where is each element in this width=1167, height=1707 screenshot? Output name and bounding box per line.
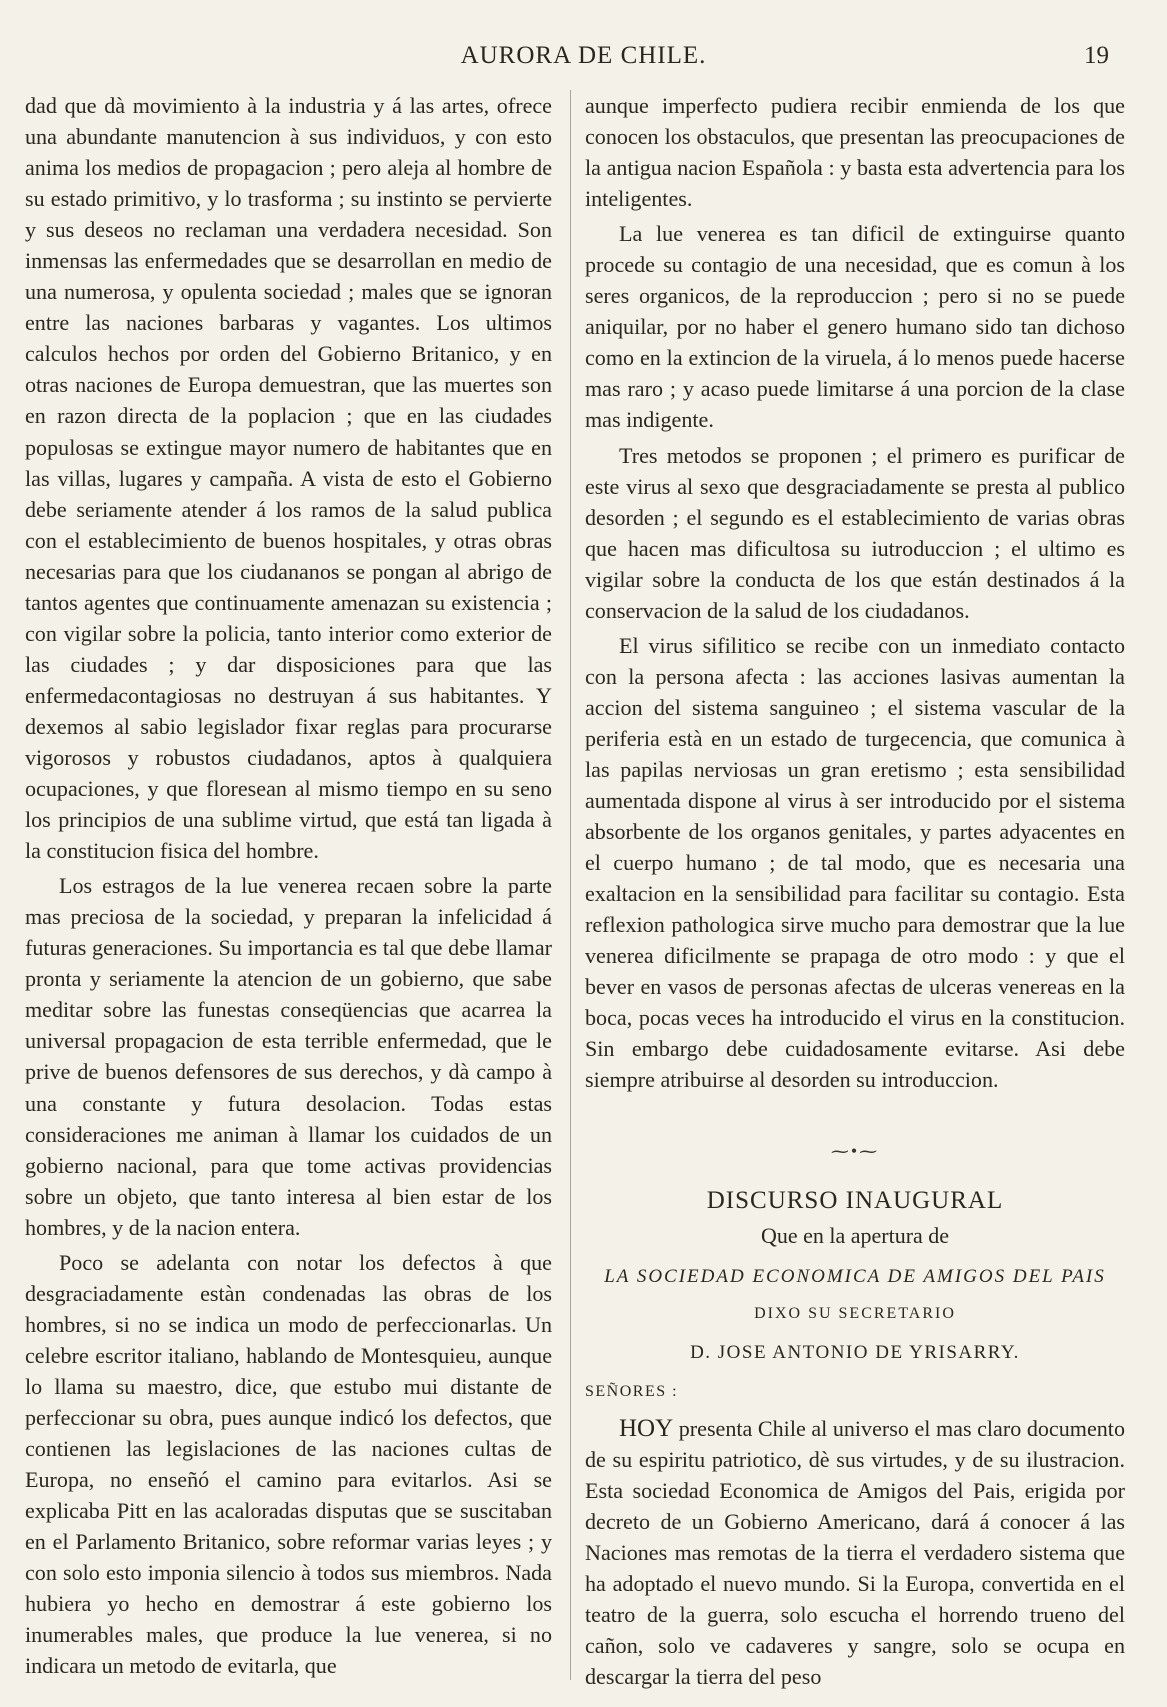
speech-opening-paragraph	[585, 1413, 1125, 1692]
author-name: D. JOSE ANTONIO DE YRISARRY.	[690, 1341, 1020, 1363]
paragraph: La lue venerea es tan dificil de extinguirse quanto procede su contagio de una necesidad, que es comun à los seres organicos, de la reproduccion ; pero si no se puede aniquilar, por no haber el genero humano sido tan dichoso como en la extincion de la viruela, á lo menos puede hacerse mas raro ; y acaso puede limitarse á una porcion de la clase mas indigente.	[585, 221, 1125, 433]
speech-text: presenta Chile al universo el mas claro documento de su espiritu patriotico, dè sus virtudes, y de su ilustracion. Esta sociedad Economica de Amigos del Pais, erigida por decreto de un Gobierno Americano, dará á conocer á las Naciones mas remotas de la tierra el verdadero sistema que ha adoptado el nuevo mundo. Si la Europa, convertida en el teatro de la guerra, solo escucha el horrendo trueno del cañon, solo ve cadaveres y sangre, solo se ocupa en descargar la tierra del peso	[585, 1415, 1125, 1690]
opening-word: HOY	[619, 1414, 674, 1442]
discurso-subtitle: Que en la apertura de	[760, 1222, 950, 1248]
paragraph: aunque imperfecto pudiera recibir enmienda de los que conocen los obstaculos, que presentan las preocupaciones de la antigua nacion Española : y basta esta advertencia para los inteligentes.	[585, 93, 1125, 212]
paragraph: Poco se adelanta con notar los defectos à que desgraciadamente estàn condenadas las obras de los hombres, si no se indica un modo de perfeccionarlas. Un celebre escritor italiano, hablando de Montesquieu, aunque lo llama su maestro, dice, que estubo mui distante de perfeccionar su obra, pues aunque indicó los defectos, que contienen las legislaciones de las naciones cultas de Europa, no enseñó el camino para evitarlos. Asi se explicaba Pitt en las acaloradas disputas que se suscitaban en el Parlamento Britanico, sobre reformar varias leyes ; y con solo esto imponia silencio à todos sus miembros. Nada hubiera yo hecho en demostrar á este gobierno los inumerables males, que produce la lue venerea, si no indicara un metodo de evitarla, que	[25, 1249, 552, 1679]
column-rule	[570, 90, 571, 1680]
said-by-line: DIXO SU SECRETARIO	[754, 1304, 956, 1322]
paragraph: dad que dà movimiento à la industria y á las artes, ofrece una abundante manutencion à sus individuos, y con esto anima los medios de propagacion ; pero aleja al hombre de su estado primitivo, y lo trasforma ; su instinto se pervierte y sus deseos no reclaman una verdadera necesidad. Son inmensas las enfermedades que se desarrollan en medio de una numerosa, y opulenta sociedad ; males que se ignoran entre las naciones barbaras y vagantes. Los ultimos calculos hechos por orden del Gobierno Britanico, y en otras naciones de Europa demuestran, que las muertes son en razon directa de la poplacion ; que en las ciudades populosas se extingue mayor numero de habitantes que en las villas, lugares y campaña. A vista de esto el Gobierno debe seriamente atender á los ramos de la salud publica con el establecimiento de buenos hospitales, y otras obras necesarias para que los ciudananos se pongan al abrigo de tantos agentes que continuamente amenazan su existencia ; con vigilar sobre la policia, tanto interior como exterior de las ciudades ; y dar disposiciones para que las enfermedacontagiosas no destruyan á sus habitantes. Y dexemos al sabio legislador fixar reglas para procurarse vigorosos y robustos ciudadanos, aptos à qualquiera ocupaciones, y que floresean al mismo tiempo en su seno los principios de una sublime virtud, que está tan ligada à la constitucion fisica del hombre.	[25, 93, 552, 864]
section-ornament: ⁓•⁓	[830, 1140, 880, 1161]
discurso-title: DISCURSO INAUGURAL	[706, 1186, 1004, 1214]
paragraph: El virus sifilitico se recibe con un inmediato contacto con la persona afecta : las acciones lasivas aumentan la accion del sistema sanguineo ; el sistema vascular de la periferia està en un estado de turgecencia, que comunica à las papilas nerviosas un gran eretismo ; esta sensibilidad aumentada dispone al virus à ser introducido por el sistema absorbente de los organos genitales, y partes adyacentes en el cuerpo humano ; de tal modo, que es necesaria una exaltacion en la sensibilidad para facilitar su contagio. Esta reflexion pathologica sirve mucho para demostrar que la lue venerea dificilmente se prapaga de otro modo : y que el bever en vasos de personas afectas de ulceras venereas en la boca, pocas veces ha introducido el virus en la constitucion. Sin embargo debe cuidadosamente evitarse. Asi debe siempre atribuirse al desorden su introduccion.	[585, 632, 1125, 1093]
page-header	[0, 22, 1167, 69]
paragraph: Los estragos de la lue venerea recaen sobre la parte mas preciosa de la sociedad, y preparan la infelicidad á futuras generaciones. Su importancia es tal que debe llamar pronta y seriamente la atencion de un gobierno, que sabe meditar sobre las funestas conseqüencias que acarrea la universal propagacion de esta terrible enfermedad, que le prive de buenos defensores de sus derechos, y dà campo à una constante y futura desolacion. Todas estas consideraciones me animan à llamar los cuidados de un gobierno nacional, para que tome activas providencias sobre un objeto, que tanto interesa al bien estar de los hombres, y de la nacion entera.	[25, 873, 552, 1240]
society-name: LA SOCIEDAD ECONOMICA DE AMIGOS DEL PAIS	[604, 1265, 1106, 1287]
salutation: SEÑORES :	[585, 1382, 679, 1400]
left-column	[25, 90, 552, 1681]
right-column	[585, 90, 1125, 1692]
running-title: AURORA DE CHILE.	[460, 42, 707, 69]
paragraph: Tres metodos se proponen ; el primero es purificar de este virus al sexo que desgraciadamente se presta al publico desorden ; el segundo es el establecimiento de varias obras que hacen mas dificultosa su iutroduccion ; el ultimo es vigilar sobre la conducta de los que están destinados á la conservacion de la salud de los ciudadanos.	[585, 442, 1125, 623]
page-number: 19	[1084, 42, 1109, 69]
